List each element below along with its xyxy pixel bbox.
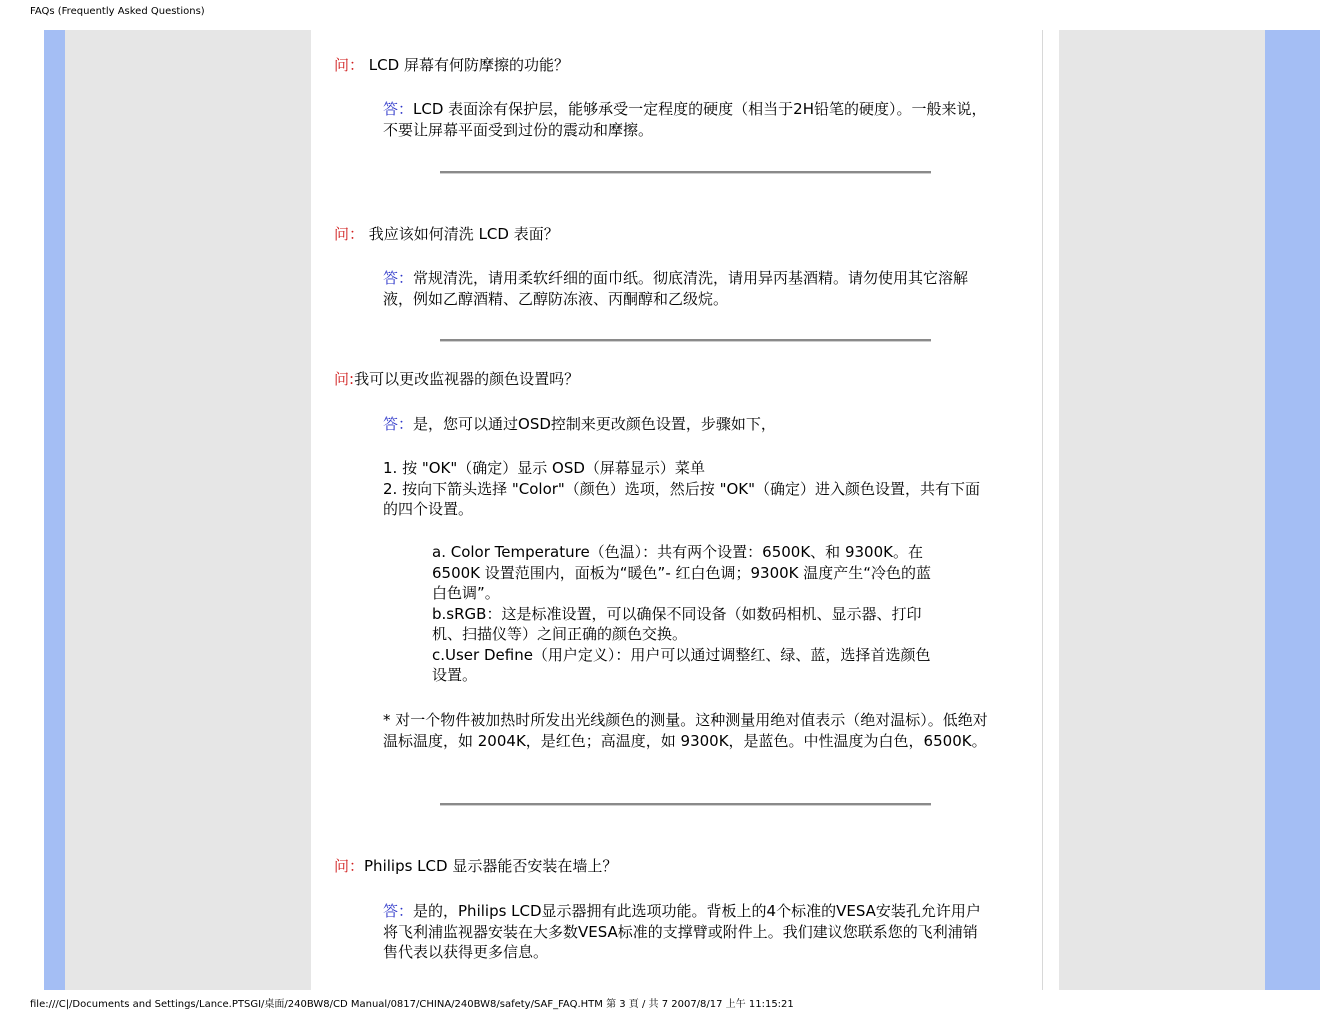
question-text: 我可以更改监视器的颜色设置吗？ — [354, 370, 580, 388]
question-2 — [334, 224, 559, 244]
answer-label: 答： — [383, 902, 414, 920]
right-white-strip — [1042, 30, 1060, 990]
color-options — [432, 542, 942, 686]
answer-text: LCD 表面涂有保护层，能够承受一定程度的硬度（相当于2H铅笔的硬度）。一般来说，不要让屏幕平面受到过份的震动和摩擦。 — [383, 100, 987, 139]
divider — [440, 803, 931, 806]
answer-4 — [383, 901, 991, 963]
faq-content — [311, 30, 1042, 990]
left-blue-bar — [44, 30, 65, 990]
question-label: 问: — [334, 370, 355, 388]
option-srgb: b.sRGB：这是标准设置，可以确保不同设备（如数码相机、显示器、打印机、扫描仪等）之间正确的颜色交换。 — [432, 604, 922, 643]
right-gray-panel — [1059, 30, 1265, 990]
question-text: Philips LCD 显示器能否安装在墙上？ — [364, 857, 618, 875]
left-gray-panel — [65, 30, 311, 990]
question-label: 问： — [334, 56, 365, 74]
right-blue-bar — [1265, 30, 1320, 990]
answer-label: 答： — [383, 415, 414, 433]
question-text: 我应该如何清洗 LCD 表面？ — [368, 225, 559, 243]
divider — [440, 339, 931, 342]
answer-3 — [383, 414, 991, 435]
option-color-temperature: a. Color Temperature（色温）：共有两个设置：6500K、和 9300K。在 6500K 设置范围内，面板为“暖色”- 红白色调；9300K 温度产生“冷色的蓝白色调”。 — [432, 543, 932, 602]
answer-text: 是，您可以通过OSD控制来更改颜色设置，步骤如下， — [413, 415, 776, 433]
question-label: 问： — [334, 225, 365, 243]
answer-1 — [383, 99, 991, 140]
question-label: 问： — [334, 857, 365, 875]
answer-label: 答： — [383, 269, 414, 287]
step-item: 2. 按向下箭头选择 "Color"（颜色）选项，然后按 "OK"（确定）进入颜色设置，共有下面的四个设置。 — [383, 479, 981, 518]
step-list — [383, 458, 991, 520]
step-item: 1. 按 "OK"（确定）显示 OSD（屏幕显示）菜单 — [383, 459, 705, 477]
answer-text: 是的，Philips LCD显示器拥有此选项功能。背板上的4个标准的VESA安装孔允许用户将飞利浦监视器安装在大多数VESA标准的支撑臂或附件上。我们建议您联系您的飞利浦销售代表以获得更多信息。 — [383, 902, 981, 961]
page-header: FAQs (Frequently Asked Questions) — [30, 6, 205, 17]
question-3 — [334, 369, 579, 389]
question-1 — [334, 55, 569, 75]
temperature-note: * 对一个物件被加热时所发出光线颜色的测量。这种测量用绝对值表示（绝对温标）。低绝对温标温度，如 2004K，是红色；高温度，如 9300K，是蓝色。中性温度为白色，6500K。 — [383, 711, 988, 750]
question-4 — [334, 856, 617, 876]
answer-2 — [383, 268, 991, 309]
divider — [440, 171, 931, 174]
option-user-define: c.User Define（用户定义）：用户可以通过调整红、绿、蓝，选择首选颜色设置。 — [432, 645, 931, 684]
answer-label: 答： — [383, 100, 414, 118]
page-footer: file:///C|/Documents and Settings/Lance.PTSGI/桌面/240BW8/CD Manual/0817/CHINA/240BW8/safety/SAF_FAQ.HTM 第 3 頁 / 共 7 2007/8/17 上午 11:15:21 — [30, 999, 794, 1010]
answer-text: 常规清洗，请用柔软纤细的面巾纸。彻底清洗，请用异丙基酒精。请勿使用其它溶解液，例如乙醇酒精、乙醇防冻液、丙酮醇和乙级烷。 — [383, 269, 969, 308]
question-text: LCD 屏幕有何防摩擦的功能？ — [368, 56, 569, 74]
